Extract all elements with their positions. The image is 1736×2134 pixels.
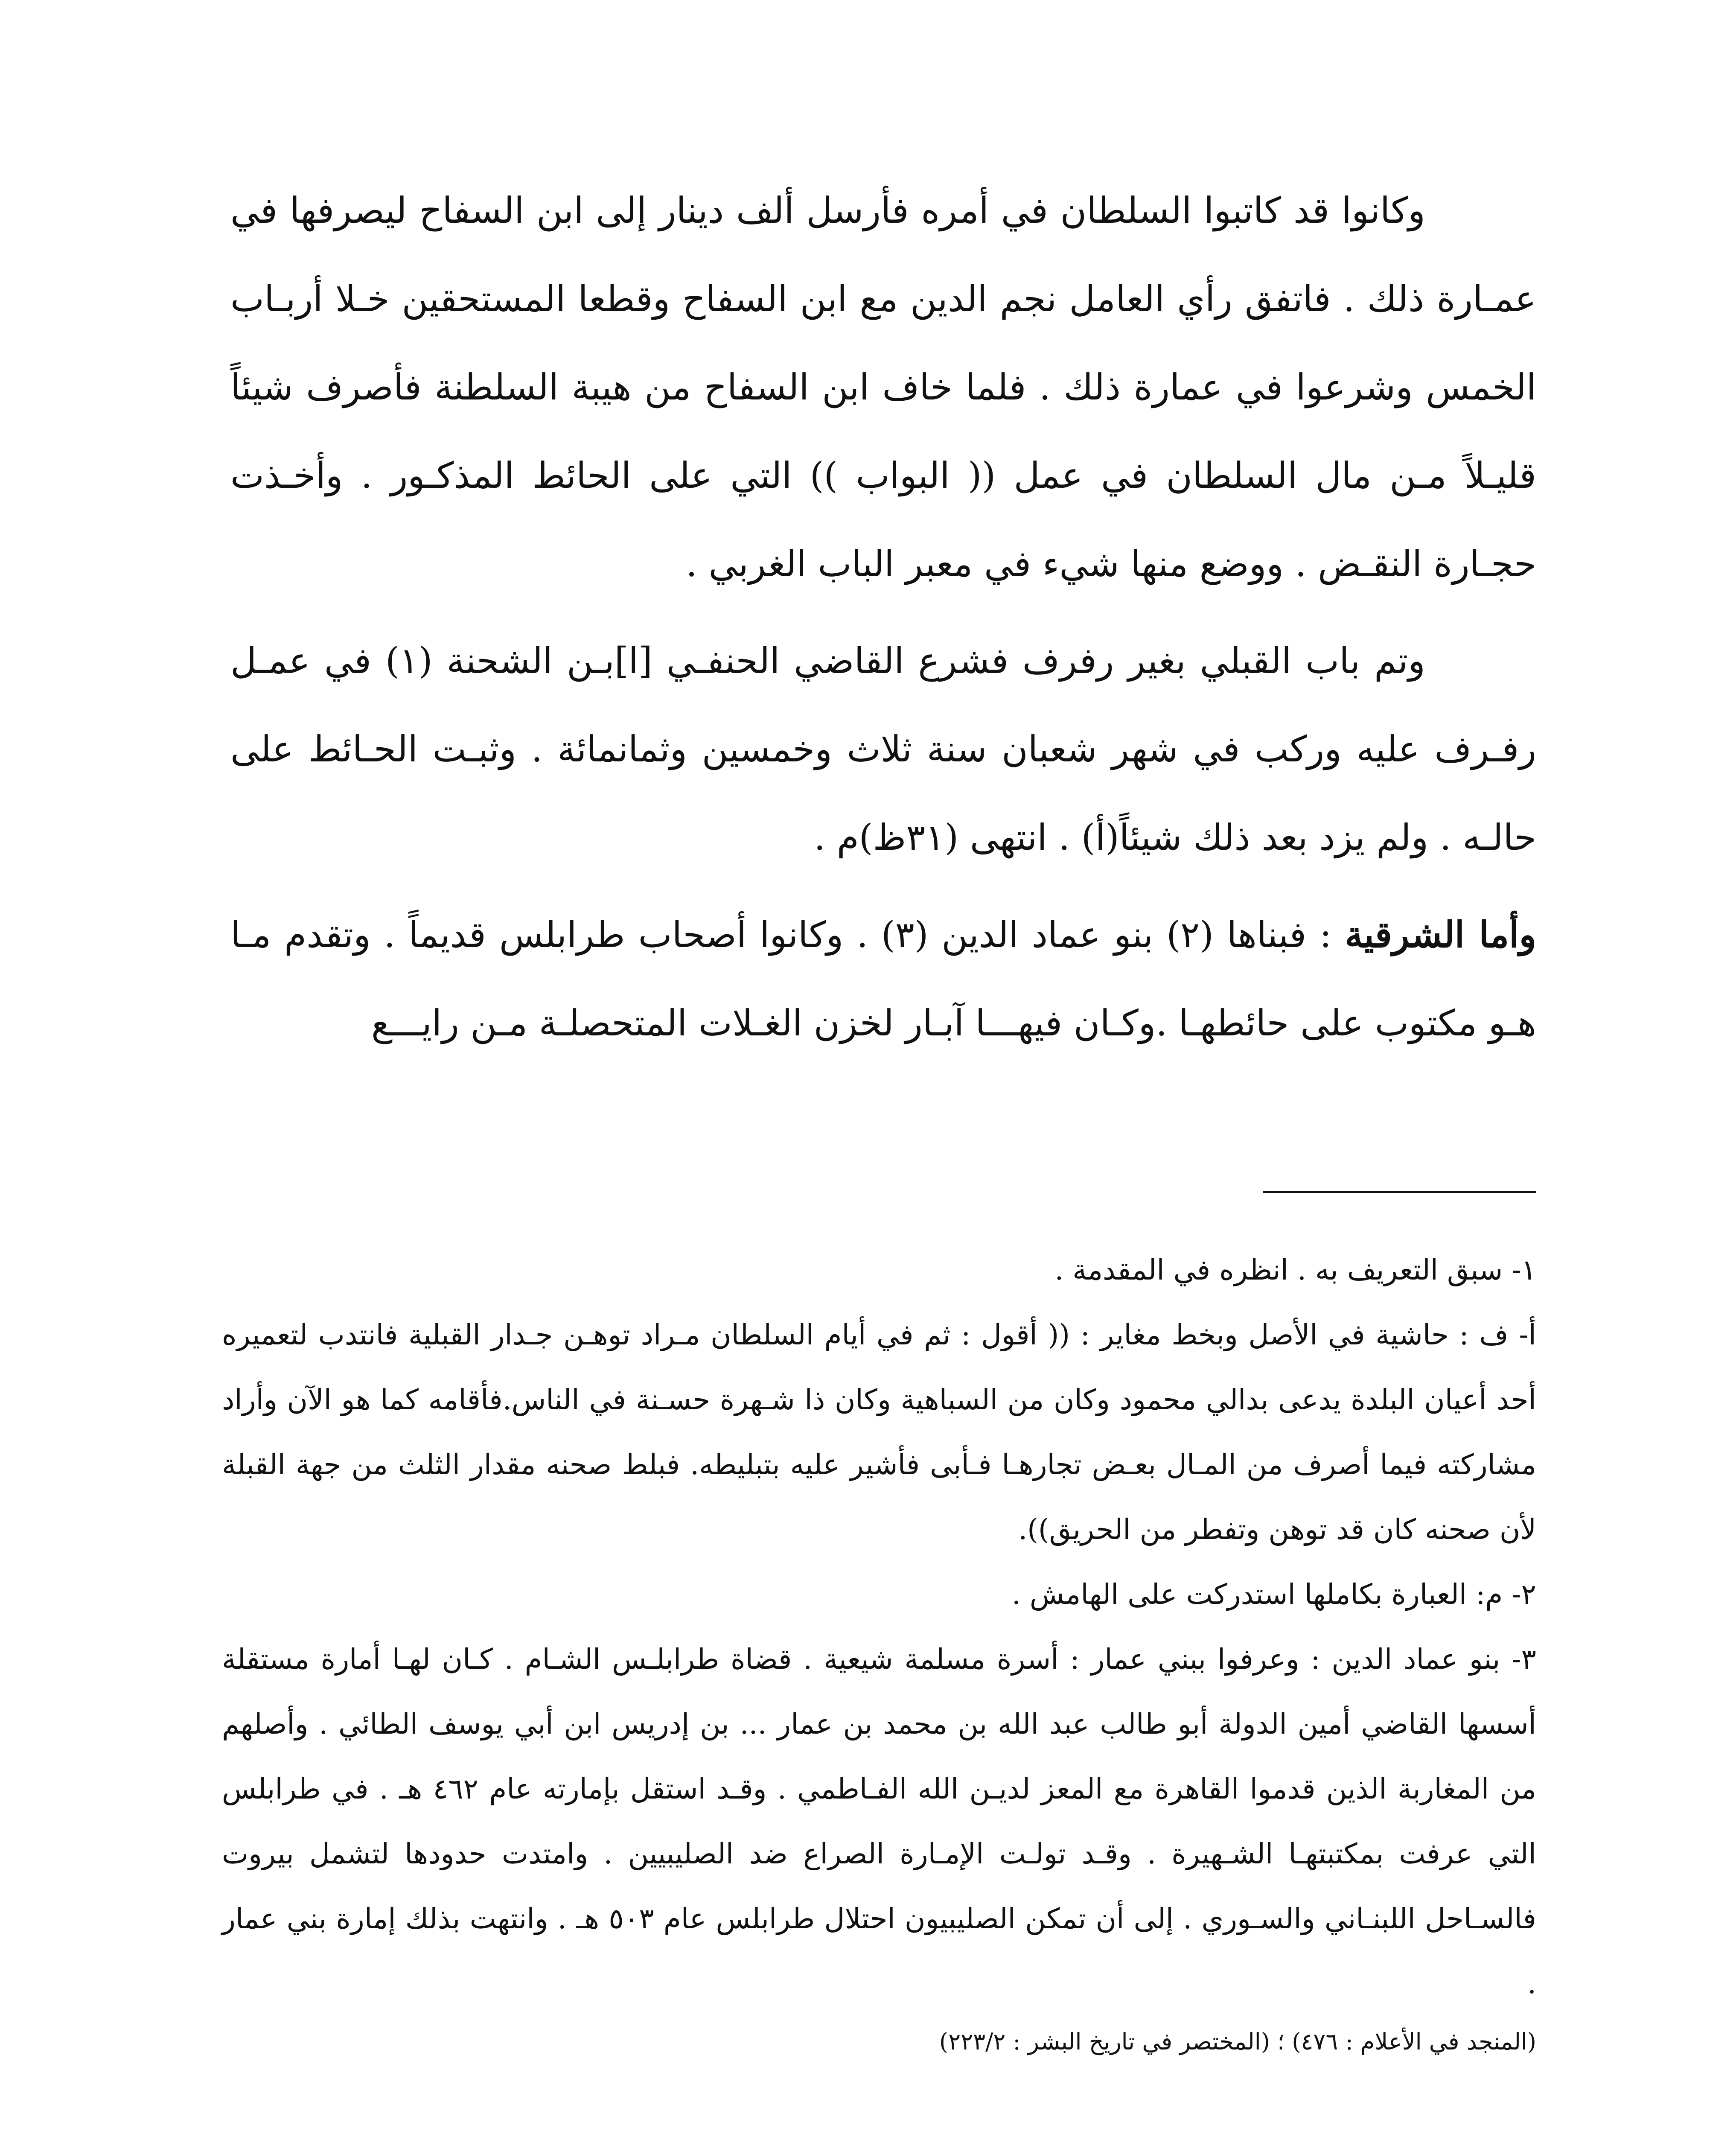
paragraph-2: وتم باب القبلي بغير رفرف فشرع القاضي الحنفـي [ا]بـن الشحنة (١) في عمـل رفـرف عليه وركب في شهر شعبان سنة ثلاث وخمسين وثمانمائة . وثبـت الحـائط على حالـه . ولم يزد بعد ذلك شيئاً(أ) . انتهى (٣١ظ)م . [230, 640, 1536, 858]
main-text-block [230, 166, 1536, 1076]
paragraph-3 [230, 890, 1536, 1067]
footnotes-block [222, 1238, 1536, 2067]
footnote-source: (المنجد في الأعلام : ٤٧٦) ؛ (المختصر في تاريخ البشر : ٢٢٣/٢) [939, 2028, 1536, 2055]
footnote-separator [1263, 1191, 1536, 1193]
footnote-3: ٣- بنو عماد الدين : وعرفوا ببني عمار : أسرة مسلمة شيعية . قضاة طرابلـس الشـام . كـان لهـا أمارة مستقلة أسسها القاضي أمين الدولة أبو طالب عبد الله بن محمد بن عمار ... بن إدريس ابن أبي يوسف الطائي . وأصلهم من المغاربة الذين قدموا القاهرة مع المعز لديـن الله الفـاطمي . وقـد استقل بإمارته عام ٤٦٢ هـ . في طرابلس التي عرفت بمكتبتهـا الشـهيرة . وقـد تولـت الإمـارة الصراع ضد الصليبيين . وامتدت حدودها لتشمل بيروت فالسـاحل اللبنـاني والسـوري . إلى أن تمكن الصليبيون احتلال طرابلس عام ٥٠٣ هـ . وانتهت بذلك إمارة بني عمار . [222, 1643, 1536, 2000]
paragraph-1: وكانوا قد كاتبوا السلطان في أمره فأرسل ألف دينار إلى ابن السفاح ليصرفها في عمـارة ذلك . فاتفق رأي العامل نجم الدين مع ابن السفاح وقطعا المستحقين خـلا أربـاب الخمس وشرعوا في عمارة ذلك . فلما خاف ابن السفاح من هيبة السلطنة فأصرف شيئاً قليـلاً مـن مال السلطان في عمل (( البواب )) التي على الحائط المذكـور . وأخـذت حجـارة النقـض . ووضع منها شيء في معبر الباب الغربي . [230, 189, 1537, 585]
footnote-1: ١- سبق التعريف به . انظره في المقدمة . [1054, 1254, 1536, 1286]
footnote-a: أ- ف : حاشية في الأصل وبخط مغاير : (( أقول : ثم في أيام السلطان مـراد توهـن جـدار القبلية فانتدب لتعميره أحد أعيان البلدة يدعى بدالي محمود وكان من السباهية وكان ذا شـهرة حسـنة في الناس.فأقامه كما هو الآن وأراد مشاركته فيما أصرف من المـال بعـض تجارهـا فـأبى فأشير عليه بتبليطه. فبلط صحنه مقدار الثلث من جهة القبلة لأن صحنه كان قد توهن وتفطر من الحريق)). [222, 1318, 1536, 1546]
paragraph-3-heading: وأما الشرقية [1345, 913, 1537, 956]
paragraph-3-body: : فبناها (٢) بنو عماد الدين (٣) . وكانوا أصحاب طرابلس قديماً . وتقدم مـا هـو مكتوب على حائطهـا .وكـان فيهـــا آبـار لخزن الغـلات المتحصلـة مـن رايـــع [230, 914, 1536, 1044]
footnote-2: ٢- م: العبارة بكاملها استدركت على الهامش . [1011, 1578, 1536, 1611]
